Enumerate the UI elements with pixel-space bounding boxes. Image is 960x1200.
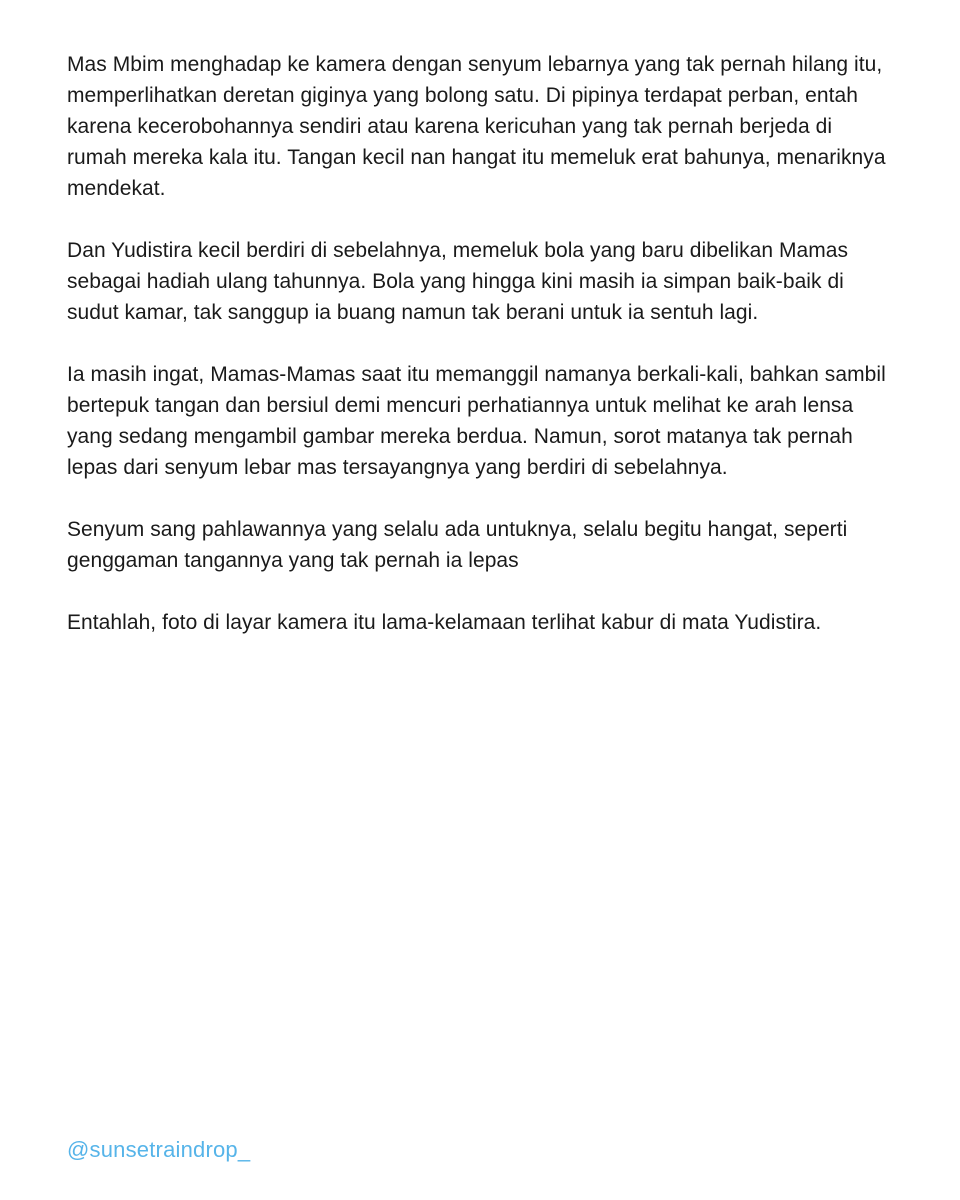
paragraph-4: Senyum sang pahlawannya yang selalu ada untuknya, selalu begitu hangat, seperti genggaman tangannya yang tak pernah ia lepas xyxy=(67,518,848,572)
paragraph-2: Dan Yudistira kecil berdiri di sebelahnya, memeluk bola yang baru dibelikan Mamas sebagai hadiah ulang tahunnya. Bola yang hingga kini masih ia simpan baik-baik di sudut kamar, tak sanggup ia buang namun tak berani untuk ia sentuh lagi. xyxy=(67,239,849,324)
paragraph-5: Entahlah, foto di layar kamera itu lama-kelamaan terlihat kabur di mata Yudistira. xyxy=(67,611,822,634)
paragraph-1: Mas Mbim menghadap ke kamera dengan senyum lebarnya yang tak pernah hilang itu, memperlihatkan deretan giginya yang bolong satu. Di pipinya terdapat perban, entah karena kecerobohannya sendiri atau karena kericuhan yang tak pernah berjeda di rumah mereka kala itu. Tangan kecil nan hangat itu memeluk erat bahunya, menariknya mendekat. xyxy=(67,53,886,200)
story-body xyxy=(67,49,893,638)
paragraph-3: Ia masih ingat, Mamas-Mamas saat itu memanggil namanya berkali-kali, bahkan sambil bertepuk tangan dan bersiul demi mencuri perhatiannya untuk melihat ke arah lensa yang sedang mengambil gambar mereka berdua. Namun, sorot matanya tak pernah lepas dari senyum lebar mas tersayangnya yang berdiri di sebelahnya. xyxy=(67,363,886,479)
author-handle: @sunsetraindrop_ xyxy=(67,1137,251,1162)
